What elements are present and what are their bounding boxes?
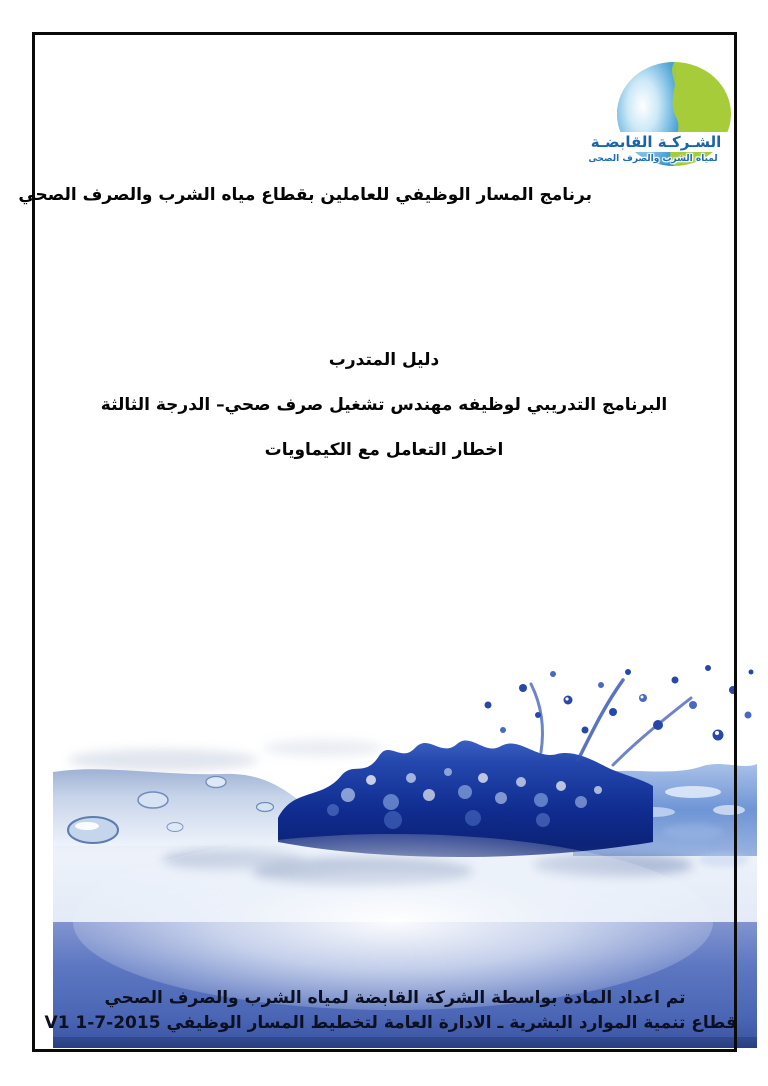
logo-company-subtitle: لمياه الشرب والصرف الصحى: [588, 154, 718, 164]
training-program-line: البرنامج التدريبي لوظيفه مهندس تشغيل صرف صحي– الدرجة الثالثة: [100, 395, 668, 415]
company-logo: [578, 60, 734, 172]
logo-company-name: الشـركـة القابضـة: [578, 132, 734, 152]
topic-line: اخطار التعامل مع الكيماويات: [264, 440, 504, 460]
water-splash-image: [44, 660, 757, 1048]
footer-department-line: قطاع تنمية الموارد البشرية ـ الادارة العامة لتخطيط المسار الوظيفي V1 1-7-2015: [44, 1013, 737, 1033]
cover-text-block: [0, 338, 768, 473]
trainee-guide-line: دليل المتدرب: [328, 350, 440, 370]
document-title: برنامج المسار الوظيفي للعاملين بقطاع مياه الشرب والصرف الصحي: [18, 185, 592, 205]
footer-credits: [44, 986, 737, 1036]
footer-credit-line: تم اعداد المادة بواسطة الشركة القابضة لمياه الشرب والصرف الصحي: [104, 988, 686, 1008]
